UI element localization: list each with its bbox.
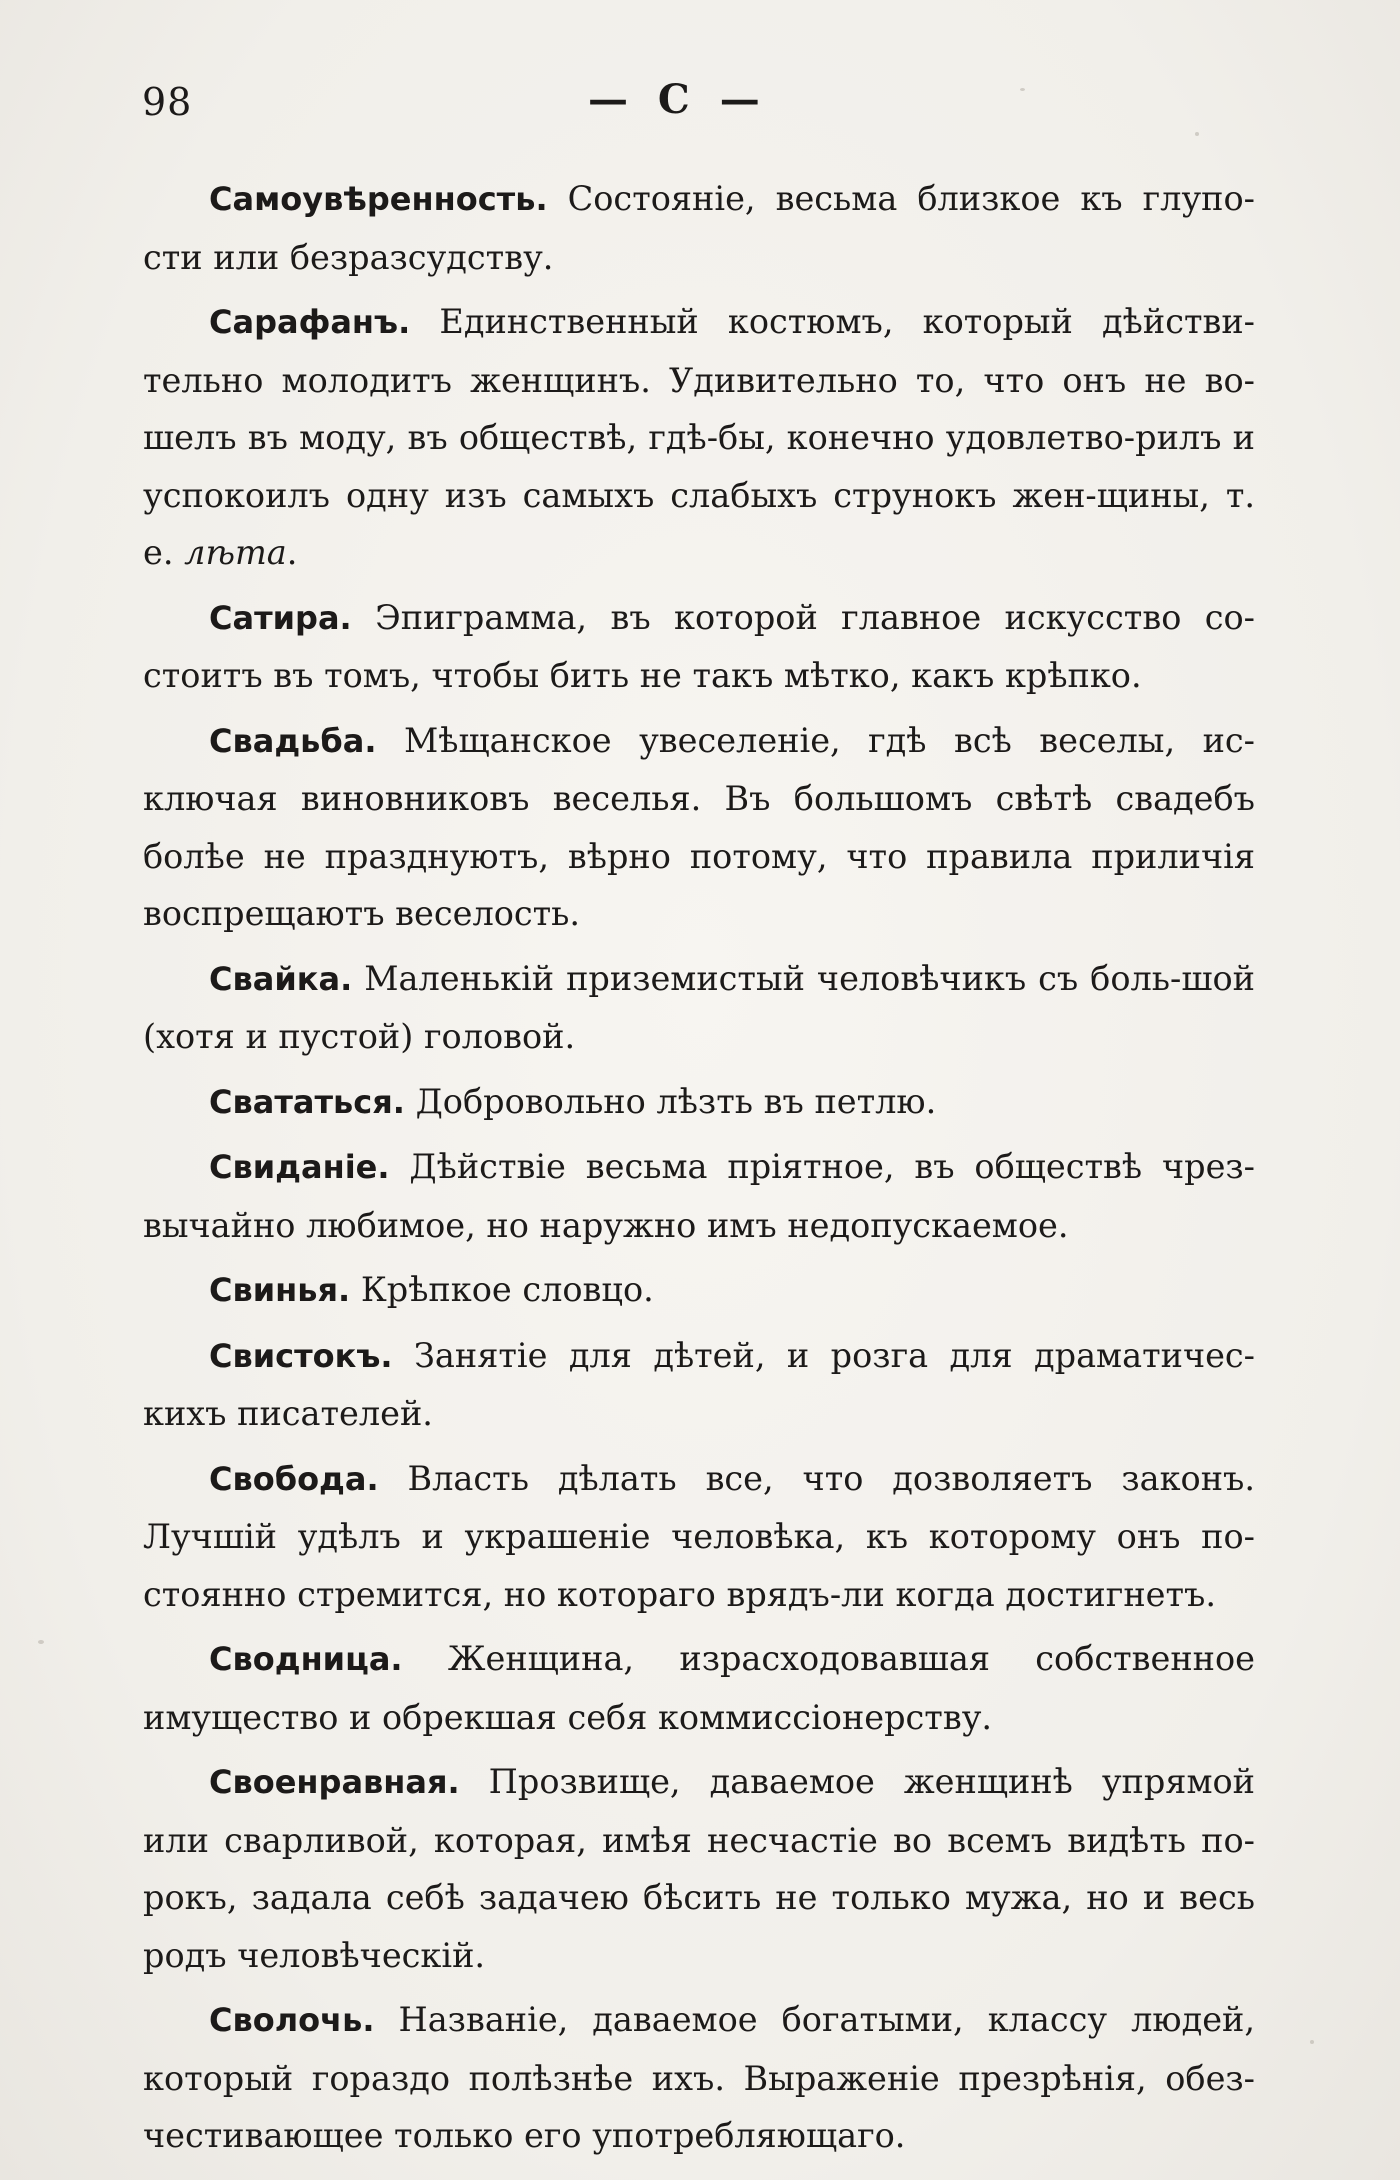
dictionary-entry — [143, 293, 1255, 582]
entry-definition: Мѣщанское увеселеніе, гдѣ всѣ веселы, ис-ключая виновниковъ веселья. Въ большомъ свѣтѣ свадебъ болѣе не празднуютъ, вѣрно потому, что правила приличія воспрещаютъ веселость. — [143, 720, 1255, 933]
entry-definition: Единственный костюмъ, который дѣйстви-тельно молодитъ женщинъ. Удивительно то, что онъ не во-шелъ въ моду, въ обществѣ, гдѣ-бы, конечно удовлетво-рилъ и успокоилъ одну изъ самыхъ слабыхъ струнокъ жен-щины, т. е. — [143, 302, 1255, 572]
dictionary-entry — [143, 712, 1255, 943]
entry-definition: Маленькій приземистый человѣчикъ съ боль-шой (хотя и пустой) головой. — [143, 958, 1255, 1056]
entry-term: Сатира. — [209, 598, 352, 637]
entry-term: Свадьба. — [209, 721, 377, 760]
dictionary-entry — [143, 1450, 1255, 1624]
paper-speck — [38, 1640, 44, 1644]
dictionary-entry — [143, 1630, 1255, 1746]
dictionary-entry — [143, 170, 1255, 286]
entry-definition: Эпиграмма, въ которой главное искусство со-стоитъ въ томъ, чтобы бить не такъ мѣтко, какъ крѣпко. — [143, 597, 1255, 695]
entry-definition: Власть дѣлать все, что дозволяетъ законъ. Лучшій удѣлъ и украшеніе человѣка, къ которому онъ по-стоянно стремится, но котораго врядъ-ли когда достигнетъ. — [143, 1458, 1255, 1614]
entry-definition-tail: . — [286, 533, 298, 572]
entry-term: Своенравная. — [209, 1763, 460, 1801]
dictionary-entry — [143, 1261, 1255, 1320]
entry-term: Сводница. — [209, 1640, 403, 1678]
entry-definition: Названіе, даваемое богатыми, классу людей, который гораздо полѣзнѣе ихъ. Выраженіе презрѣнія, обез-честивающее только его употребляющаго. — [143, 2000, 1255, 2155]
entry-term: Свистокъ. — [209, 1336, 393, 1375]
running-head: — С — — [588, 76, 768, 123]
entry-term: Свататься. — [209, 1082, 405, 1121]
entry-term: Свобода. — [209, 1459, 379, 1498]
dictionary-entry — [143, 1138, 1255, 1254]
entry-term: Свиданіе. — [209, 1148, 390, 1186]
entry-term: Свайка. — [209, 959, 353, 998]
dictionary-entry — [143, 1991, 1255, 2165]
page-number: 98 — [142, 80, 193, 124]
entry-definition: Добровольно лѣзть въ петлю. — [404, 1081, 937, 1121]
paper-speck — [1020, 88, 1025, 91]
entry-emphasis: лѣта — [184, 533, 287, 572]
dictionary-entry — [143, 950, 1255, 1066]
dictionary-entry — [143, 1327, 1255, 1443]
entry-term: Свинья. — [209, 1271, 351, 1309]
entry-definition: Прозвище, даваемое женщинѣ упрямой или сварливой, которая, имѣя несчастіе во всемъ видѣть по-рокъ, задала себѣ задачею бѣсить не только мужа, но и весь родъ человѣческій. — [143, 1762, 1255, 1975]
entry-term: Самоувѣренность. — [209, 180, 548, 218]
entry-definition: Крѣпкое словцо. — [350, 1270, 654, 1309]
dictionary-entry — [143, 589, 1255, 705]
paper-speck — [1310, 2040, 1314, 2044]
dictionary-entries — [143, 170, 1255, 2172]
entry-definition: Состояніе, весьма близкое къ глупо-сти или безразсудству. — [143, 179, 1255, 277]
entry-term: Сволочь. — [209, 2001, 375, 2039]
entry-definition: Женщина, израсходовавшая собственное имущество и обрекшая себя коммиссіонерству. — [143, 1639, 1255, 1737]
entry-term: Сарафанъ. — [209, 303, 411, 341]
entry-definition: Дѣйствіе весьма пріятное, въ обществѣ чрез-вычайно любимое, но наружно имъ недопускаемое. — [143, 1147, 1255, 1245]
dictionary-entry — [143, 1073, 1255, 1132]
entry-definition: Занятіе для дѣтей, и розга для драматичес-кихъ писателей. — [143, 1335, 1255, 1433]
paper-speck — [1195, 132, 1199, 136]
dictionary-entry — [143, 1753, 1255, 1984]
